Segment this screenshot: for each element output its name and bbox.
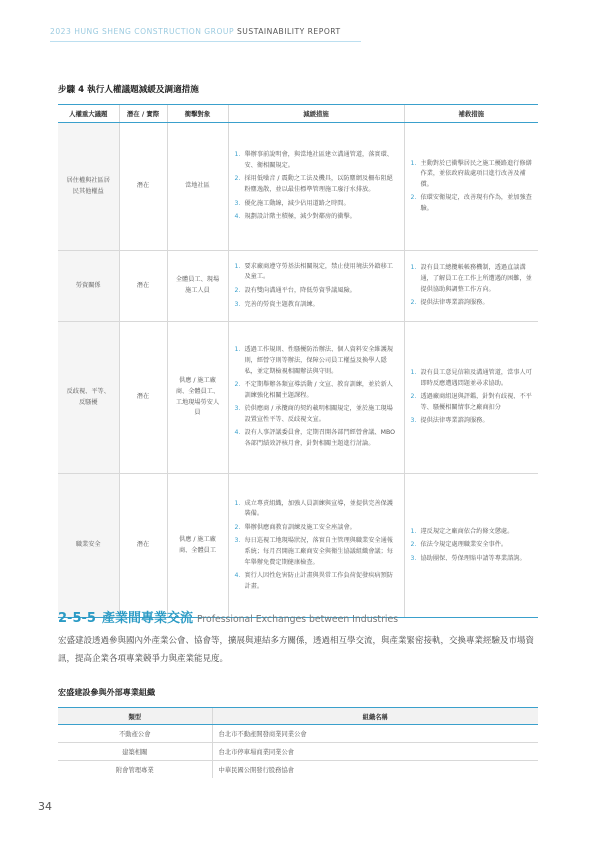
list-item: 1. 設有員工意見信箱及溝通管道，當事人可即時反應遭遇問題並尋求協助。 bbox=[410, 369, 532, 387]
org-type-cell: 附會管理專業 bbox=[115, 767, 154, 774]
header-type: 類型 bbox=[58, 708, 212, 725]
org-type-cell: 不動產公會 bbox=[58, 725, 212, 743]
remedy-cell bbox=[404, 474, 538, 618]
list-item: 3. 協助團保、勞保理賠申請等專業諮詢。 bbox=[410, 554, 526, 562]
mitigation-cell bbox=[228, 474, 404, 618]
list-item: 1. 違反規定之廠商依合約條文懲處。 bbox=[410, 527, 514, 535]
mitigation-text: 不定期舉辦各類宣導活動 / 文宣、教育訓練，並於新人訓練強化相關主題課程。 bbox=[244, 381, 393, 399]
list-item: 3. 優化施工動線，減少佔用道路之時間。 bbox=[234, 199, 350, 207]
mitigation-text: 要求廠商遵守勞基法相關規定，禁止使用境法外籍移工及童工。 bbox=[244, 262, 393, 281]
remedy-text: 設有員工總攬帳帳務機制，透過直談溝通，了解員工在工作上所遭遇的困難，並提供協助與調整工作方向。 bbox=[420, 264, 532, 293]
remedy-text: 協助團保、勞保理賠申請等專業諮詢。 bbox=[420, 554, 526, 562]
remedy-text: 設有員工意見信箱及溝通管道，當事人可即時反應遭遇問題並尋求協助。 bbox=[420, 369, 532, 387]
report-header-title bbox=[50, 27, 341, 36]
mitigation-cell bbox=[228, 322, 404, 474]
remedy-cell bbox=[404, 251, 538, 322]
org-name-cell: 中華民國公開發行股務協會 bbox=[212, 761, 538, 779]
list-item: 2. 依法令規定處理職業安全事件。 bbox=[410, 541, 508, 549]
header-title-suffix: SUSTAINABILITY REPORT bbox=[234, 27, 341, 36]
list-item: 1. 要求廠商遵守勞基法相關規定，禁止使用境法外籍移工及童工。 bbox=[234, 262, 393, 281]
header-issue: 人權重大議題 bbox=[58, 105, 119, 123]
human-rights-table bbox=[58, 104, 538, 618]
mitigation-text: 採用低噪音 / 震動之工法及機具，以防塵網及柵布阻絕粉塵逸散，並以最佳標準管理施工廢汙水排放。 bbox=[244, 175, 393, 193]
list-item: 1. 設有員工總攬帳帳務機制，透過直談溝通，了解員工在工作上所遭遇的困難，並提供協助與調整工作方向。 bbox=[410, 264, 532, 293]
mitigation-text: 完善的勞資主題教育訓練。 bbox=[244, 300, 319, 308]
table-row bbox=[58, 251, 538, 322]
list-item: 1. 成立專責組織，加強人員訓練與宣導，並提供完善保護裝備。 bbox=[234, 499, 393, 518]
table-header-row bbox=[58, 105, 538, 123]
header-title-prefix: 2023 HUNG SHENG CONSTRUCTION GROUP bbox=[50, 27, 235, 36]
list-item: 4. 實行人因性危害防止計畫與異常工作負荷促發疾病預防計畫。 bbox=[234, 572, 393, 590]
remedy-text: 主動對於已衝擊居民之施工擾路進行修繕作業，並依政府裁處項目進行改善及補償。 bbox=[420, 159, 532, 188]
mitigation-text: 實行人因性危害防止計畫與異常工作負荷促發疾病預防計畫。 bbox=[244, 572, 393, 590]
list-item: 2. 不定期舉辦各類宣導活動 / 文宣、教育訓練，並於新人訓練強化相關主題課程。 bbox=[234, 381, 393, 399]
mitigation-cell bbox=[228, 123, 404, 251]
mitigation-text: 於供應商 / 承攬商的契約載明相關規定，並於施工現場設置宣性平等、反歧視文宣。 bbox=[244, 405, 393, 423]
section-paragraph: 宏盛建設透過參與國內外產業公會、協會等，擴展與連結多方關係，透過相互學交流，與產業緊密接軌，交換專業經驗及市場資訊，提高企業各項專業競爭力與產業能見度。 bbox=[58, 636, 535, 664]
list-item: 2. 採用低噪音 / 震動之工法及機具，以防塵網及柵布阻絕粉塵逸散，並以最佳標準管理施工廢汙水排放。 bbox=[234, 175, 393, 193]
header-target: 衝擊對象 bbox=[167, 105, 228, 123]
mitigation-text: 規劃設計階主積極，減少對鄰房的衝擊。 bbox=[244, 213, 356, 221]
remedy-text: 透過廠商組退與評鑑，針對有歧視、不平等、騷擾相關情事之廠商扣分 bbox=[420, 393, 532, 411]
table-row bbox=[58, 725, 538, 743]
table-row bbox=[58, 123, 538, 251]
section-title-zh: 產業間專業交流 bbox=[101, 611, 193, 626]
step-title: 步驟 4 執行人權議題減緩及調適措施 bbox=[58, 85, 199, 95]
list-item: 1. 透過工作規則、性騷擾防治辦法、個人資料安全維護規則，經營守則等辦法，保障公司員工權益及換學人隱私，並定期檢視相關辦法與守則。 bbox=[234, 346, 393, 375]
list-item: 3. 每日巡視工地現場狀況，落實自主管理與職業安全通報系統；每月召開施工廠商安全與衛生協議組織會議；每年舉辦免費定期健康檢查。 bbox=[234, 537, 393, 566]
list-item: 2. 舉辦供應商教育訓練及施工安全座談會。 bbox=[234, 523, 356, 531]
header-divider bbox=[50, 41, 361, 42]
org-table-title: 宏盛建設參與外部專業組織 bbox=[58, 687, 156, 697]
target-cell: 全體員工、現場施工人員 bbox=[167, 251, 228, 322]
status-cell: 潛在 bbox=[119, 251, 167, 322]
section-title-en: Professional Exchanges between Industries bbox=[196, 614, 399, 625]
mitigation-cell bbox=[228, 251, 404, 322]
remedy-cell bbox=[404, 322, 538, 474]
page-number: 34 bbox=[38, 800, 52, 813]
target-cell: 供應 / 施工廠商、全體員工、工地現場勞安人員 bbox=[167, 322, 228, 474]
list-item: 1. 主動對於已衝擊居民之施工擾路進行修繕作業，並依政府裁處項目進行改善及補償。 bbox=[410, 159, 532, 188]
remedy-text: 依法令規定處理職業安全事件。 bbox=[420, 541, 508, 549]
header-status: 潛在 / 實際 bbox=[119, 105, 167, 123]
status-cell: 潛在 bbox=[119, 123, 167, 251]
list-item: 4. 設有人事評議委員會，定期召開各部門經營會議、MBO 各部門績效評核月會，針對相關主題進行討論。 bbox=[234, 429, 395, 448]
org-name-cell: 台北市停車場商業同業公會 bbox=[212, 743, 538, 761]
mitigation-text: 設有雙向溝通平台，降低勞資爭議風險。 bbox=[244, 287, 356, 294]
mitigation-text: 舉辦事前說明會，與當地社區建立溝通管道，落實環、安、衛相關規定。 bbox=[244, 151, 393, 169]
issue-cell: 職業安全 bbox=[58, 474, 119, 618]
table-row bbox=[58, 743, 538, 761]
mitigation-text: 舉辦供應商教育訓練及施工安全座談會。 bbox=[244, 523, 356, 531]
list-item: 2. 提供法律專業諮詢服務。 bbox=[410, 299, 489, 307]
issue-cell: 反歧視、平等、反騷擾 bbox=[58, 322, 119, 474]
remedy-cell bbox=[404, 123, 538, 251]
table-row bbox=[58, 322, 538, 474]
section-heading bbox=[58, 607, 398, 626]
issue-cell: 勞資關係 bbox=[58, 251, 119, 322]
target-cell: 供應 / 施工廠商、全體員工 bbox=[167, 474, 228, 618]
remedy-text: 提供法律專業諮詢服務。 bbox=[420, 417, 489, 425]
table-header-row bbox=[58, 708, 538, 725]
org-name-cell: 台北市不動產開發商業同業公會 bbox=[212, 725, 538, 743]
target-cell: 當地社區 bbox=[167, 123, 228, 251]
organization-table bbox=[58, 707, 538, 778]
header-org-name: 組織名稱 bbox=[212, 708, 538, 725]
list-item: 3. 提供法律專業諮詢服務。 bbox=[410, 417, 489, 425]
mitigation-text: 成立專責組織，加強人員訓練與宣導，並提供完善保護裝備。 bbox=[244, 499, 393, 518]
list-item: 2. 設有雙向溝通平台，降低勞資爭議風險。 bbox=[234, 287, 356, 294]
mitigation-text: 優化施工動線，減少佔用道路之時間。 bbox=[244, 199, 350, 207]
remedy-text: 違反規定之廠商依合約條文懲處。 bbox=[420, 527, 514, 535]
issue-cell: 居住權與社區居民其他權益 bbox=[58, 123, 119, 251]
list-item: 2. 依環安衛規定，改善現有作為，並加強查驗。 bbox=[410, 194, 532, 212]
status-cell: 潛在 bbox=[119, 322, 167, 474]
org-type-cell: 建築相關 bbox=[58, 743, 212, 761]
section-number: 2-5-5 bbox=[58, 611, 96, 626]
remedy-text: 依環安衛規定，改善現有作為，並加強查驗。 bbox=[420, 194, 532, 212]
list-item: 3. 於供應商 / 承攬商的契約載明相關規定，並於施工現場設置宣性平等、反歧視文宣。 bbox=[234, 405, 393, 423]
mitigation-text: 透過工作規則、性騷擾防治辦法、個人資料安全維護規則，經營守則等辦法，保障公司員工權益及換學人隱私，並定期檢視相關辦法與守則。 bbox=[244, 346, 393, 375]
status-cell: 潛在 bbox=[119, 474, 167, 618]
header-remedy: 補救措施 bbox=[404, 105, 538, 123]
list-item: 3. 完善的勞資主題教育訓練。 bbox=[234, 300, 319, 308]
list-item: 1. 舉辦事前說明會，與當地社區建立溝通管道，落實環、安、衛相關規定。 bbox=[234, 151, 393, 169]
table-row bbox=[58, 761, 538, 779]
mitigation-text: 每日巡視工地現場狀況，落實自主管理與職業安全通報系統；每月召開施工廠商安全與衛生協議組織會議；每年舉辦免費定期健康檢查。 bbox=[244, 537, 393, 566]
list-item: 4. 規劃設計階主積極，減少對鄰房的衝擊。 bbox=[234, 213, 356, 221]
header-mitigation: 減緩措施 bbox=[228, 105, 404, 123]
remedy-text: 提供法律專業諮詢服務。 bbox=[420, 299, 489, 307]
list-item: 2. 透過廠商組退與評鑑，針對有歧視、不平等、騷擾相關情事之廠商扣分 bbox=[410, 393, 532, 411]
mitigation-text: 設有人事評議委員會，定期召開各部門經營會議、MBO 各部門績效評核月會，針對相關主題進行討論。 bbox=[244, 429, 395, 448]
table-row bbox=[58, 474, 538, 618]
